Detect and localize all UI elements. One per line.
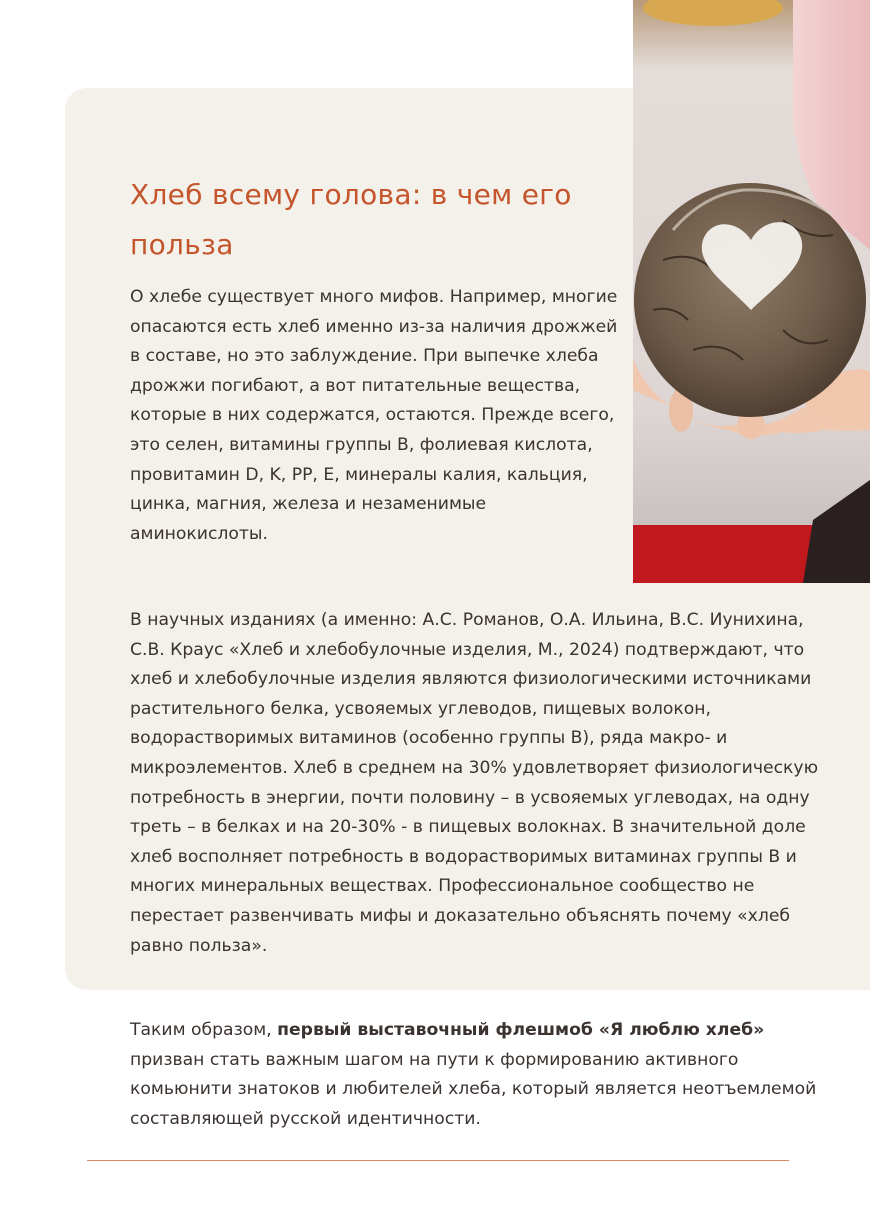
article-title: Хлеб всему голова: в чем его польза xyxy=(130,178,572,261)
flashmob-highlight: первый выставочный флешмоб «Я люблю хлеб» xyxy=(277,1020,765,1040)
bottom-divider xyxy=(87,1160,789,1161)
bread-heart-image xyxy=(633,0,870,583)
conclusion-suffix: призван стать важным шагом на пути к формированию активного комьюнити знатоков и любителей хлеба, который является неотъемлемой составляющей русской идентичности. xyxy=(130,1049,817,1129)
paragraph-intro: О хлебе существует много мифов. Например, многие опасаются есть хлеб именно из-за наличия дрожжей в составе, но это заблуждение. При выпечке хлеба дрожжи погибают, а вот питательные вещества, которые в них содержатся, остаются. Прежде всего, это селен, витамины группы B, фолиевая кислота, провитамин D, K, PP, E, минералы калия, кальция, цинка, магния, железа и незаменимые аминокислоты. xyxy=(130,287,618,544)
bread-photo xyxy=(633,0,870,583)
paragraph-conclusion xyxy=(130,1016,830,1134)
conclusion-prefix: Таким образом, xyxy=(130,1020,278,1040)
paragraph-science: В научных изданиях (а именно: А.С. Романов, О.А. Ильина, В.С. Иунихина, С.В. Краус «Хлеб и хлебобулочные изделия, М., 2024) подтверждают, что хлеб и хлебобулочные изделия являются физиологическими источниками растительного белка, усвояемых углеводов, пищевых волокон, водорастворимых витаминов (особенно группы В), ряда макро- и микроэлементов. Хлеб в среднем на 30% удовлетворяет физиологическую потребность в энергии, почти половину – в усвояемых углеводах, на одну треть – в белках и на 20-30% - в пищевых волокнах. В значительной доле хлеб восполняет потребность в водорастворимых витаминах группы B и многих минеральных веществах. Профессиональное сообщество не перестает развенчивать мифы и доказательно объяснять почему «хлеб равно польза». xyxy=(130,610,819,956)
